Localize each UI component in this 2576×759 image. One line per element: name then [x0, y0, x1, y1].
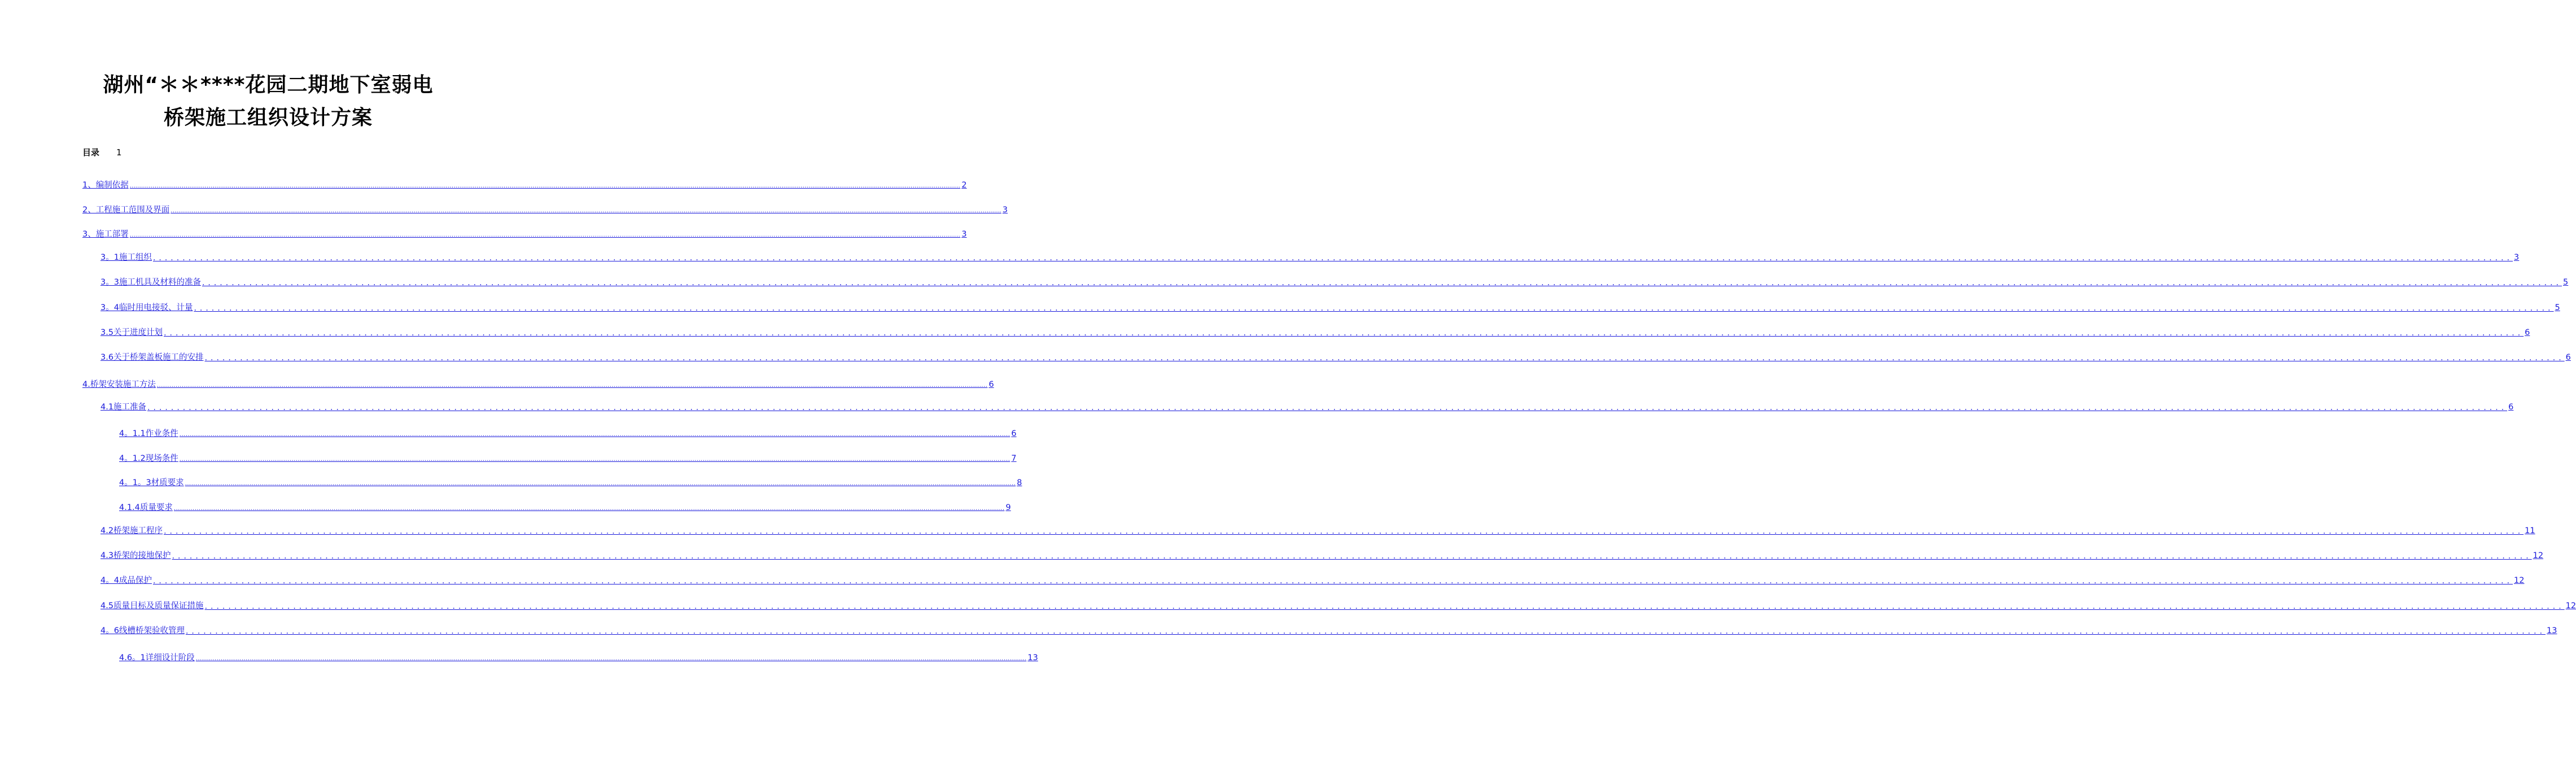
toc-leader-dots: ................................................................................................................................................................................................................................................................................................................................................................................................................	[129, 183, 961, 189]
toc-entry[interactable]	[100, 252, 2520, 263]
toc-entry-page: 3	[2514, 253, 2520, 262]
toc-leader-dots: ................................................................................................................................................................................................................................................................................................................................................................................................................	[170, 208, 1001, 214]
toc-entry-page: 13	[2547, 626, 2557, 635]
toc-entry[interactable]	[119, 453, 1017, 464]
toc-entry-page: 7	[1011, 454, 1017, 463]
toc-entry-label: 3。1施工组织	[100, 253, 152, 262]
toc-entry[interactable]	[82, 379, 994, 390]
toc-entry-page: 12	[2514, 576, 2525, 585]
toc-entry-label: 3。3施工机具及材料的准备	[100, 278, 201, 287]
toc-leader-dots: ................................................................................................................................................................................................................................................................................................................................................................................................................	[172, 552, 2532, 561]
toc-entry[interactable]	[119, 477, 1022, 488]
toc-entry-label: 3、施工部署	[82, 230, 129, 239]
toc-entry-label: 4。1。3材质要求	[119, 478, 184, 487]
toc-entry[interactable]	[100, 600, 2576, 612]
toc-entry-label: 4。1.2现场条件	[119, 454, 178, 463]
toc-entry-page: 6	[1011, 429, 1017, 438]
toc-leader-dots: ................................................................................................................................................................................................................................................................................................................................................................................................................	[152, 254, 2513, 263]
toc-entry[interactable]	[100, 575, 2525, 586]
toc-leader-dots: ................................................................................................................................................................................................................................................................................................................................................................................................................	[185, 481, 1016, 487]
toc-entry-page: 5	[2555, 303, 2560, 312]
toc-leader-dots: ................................................................................................................................................................................................................................................................................................................................................................................................................	[194, 304, 2554, 313]
toc-entry[interactable]	[119, 652, 1038, 664]
toc-leader-dots: ................................................................................................................................................................................................................................................................................................................................................................................................................	[164, 329, 2524, 338]
toc-entry-page: 2	[961, 181, 967, 190]
toc-entry[interactable]	[119, 428, 1017, 439]
toc-entry-label: 3.5关于进度计划	[100, 328, 163, 337]
toc-leader-dots: ................................................................................................................................................................................................................................................................................................................................................................................................................	[179, 456, 1011, 463]
toc-leader-dots: ................................................................................................................................................................................................................................................................................................................................................................................................................	[156, 382, 988, 389]
toc-entry-page: 6	[2508, 403, 2514, 412]
toc-entry-page: 3	[961, 230, 967, 239]
toc-leader-dots: ................................................................................................................................................................................................................................................................................................................................................................................................................	[152, 577, 2513, 586]
toc-entry-label: 4。4成品保护	[100, 576, 152, 585]
toc-entry-label: 4。1.1作业条件	[119, 429, 178, 438]
toc-entry-page: 6	[2565, 353, 2571, 362]
toc-entry[interactable]	[100, 302, 2560, 313]
title-line-1: 湖州“＊＊****花园二期地下室弱电	[103, 73, 434, 97]
toc-entry-label: 4.1施工准备	[100, 403, 147, 412]
toc-leader-dots: ................................................................................................................................................................................................................................................................................................................................................................................................................	[147, 403, 2508, 412]
toc-leader-dots: ................................................................................................................................................................................................................................................................................................................................................................................................................	[204, 354, 2565, 363]
toc-entry-label: 1、编制依据	[82, 181, 129, 190]
toc-entry[interactable]	[100, 525, 2535, 536]
toc-leader-dots: ................................................................................................................................................................................................................................................................................................................................................................................................................	[202, 278, 2562, 287]
toc-entry-page: 9	[1005, 503, 1011, 512]
toc-entry[interactable]	[119, 502, 1011, 513]
toc-entry-label: 4.2桥架施工程序	[100, 526, 163, 535]
toc-leader-dots: ................................................................................................................................................................................................................................................................................................................................................................................................................	[204, 602, 2565, 611]
toc-entry-label: 4.1.4质量要求	[119, 503, 173, 512]
toc-entry-label: 4.桥架安装施工方法	[82, 380, 156, 389]
toc-heading-label: 目录	[82, 147, 100, 158]
toc-leader-dots: ................................................................................................................................................................................................................................................................................................................................................................................................................	[129, 232, 961, 238]
toc-entry[interactable]	[82, 229, 967, 240]
toc-entry-page: 12	[2533, 551, 2544, 560]
toc-leader-dots: ................................................................................................................................................................................................................................................................................................................................................................................................................	[179, 431, 1011, 438]
toc-entry-page: 12	[2565, 601, 2576, 610]
toc-leader-dots: ................................................................................................................................................................................................................................................................................................................................................................................................................	[195, 656, 1027, 662]
toc-entry[interactable]	[100, 625, 2557, 636]
toc-entry-page: 3	[1002, 206, 1008, 215]
toc-entry[interactable]	[100, 352, 2571, 363]
toc-entry-label: 3。4临时用电接驳、计量	[100, 303, 193, 312]
toc-entry[interactable]	[82, 180, 967, 191]
toc-heading-page: 1	[116, 147, 122, 158]
toc-entry-page: 6	[2525, 328, 2530, 337]
toc-entry-label: 4.6。1详细设计阶段	[119, 653, 195, 662]
toc-entry-label: 2、工程施工范围及界面	[82, 206, 170, 215]
toc-entry-label: 4.3桥架的接地保护	[100, 551, 171, 560]
toc-leader-dots: ................................................................................................................................................................................................................................................................................................................................................................................................................	[185, 627, 2546, 636]
toc-entry[interactable]	[100, 550, 2544, 561]
toc-entry-label: 4。6线槽桥架验收管理	[100, 626, 185, 635]
toc-entry-page: 5	[2563, 278, 2569, 287]
title-line-2: 桥架施工组织设计方案	[163, 106, 373, 129]
toc-entry[interactable]	[100, 327, 2530, 338]
toc-entry[interactable]	[82, 204, 1008, 216]
toc-entry-page: 6	[989, 380, 994, 389]
toc-leader-dots: ................................................................................................................................................................................................................................................................................................................................................................................................................	[164, 527, 2524, 536]
toc-leader-dots: ................................................................................................................................................................................................................................................................................................................................................................................................................	[173, 505, 1005, 512]
toc-entry-page: 8	[1017, 478, 1022, 487]
toc-entry-label: 4.5质量目标及质量保证措施	[100, 601, 204, 610]
toc-entry-label: 3.6关于桥架盖板施工的安排	[100, 353, 204, 362]
toc-entry-page: 11	[2525, 526, 2535, 535]
toc-entry[interactable]	[100, 402, 2514, 413]
toc-entry-page: 13	[1027, 653, 1038, 662]
toc-entry[interactable]	[100, 277, 2569, 288]
